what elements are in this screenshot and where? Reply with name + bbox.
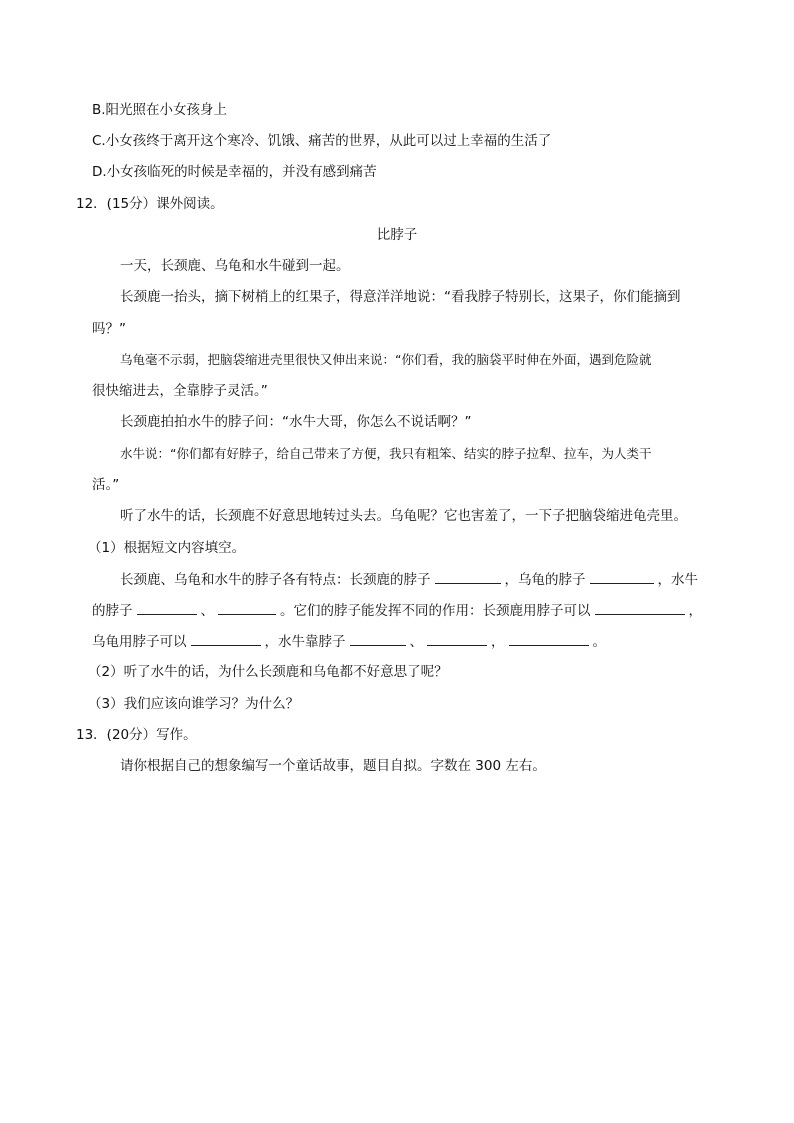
passage-paragraph-5-line-1: 水牛说：“你们都有好脖子，给自己带来了方便，我只有粗笨、结实的脖子拉犁、拉车，为人类干 [120, 446, 652, 461]
passage-title: 比脖子 [376, 227, 418, 243]
q11-option-d: D.小女孩临死的时候是幸福的，并没有感到痛苦 [92, 164, 377, 180]
fill-text: 、 [200, 603, 214, 619]
q12-header: 12．(15分）课外阅读。 [76, 196, 224, 212]
fill-text: ，水牛靠脖子 [264, 634, 346, 650]
passage-paragraph-6: 听了水牛的话，长颈鹿不好意思地转过头去。乌龟呢？它也害羞了，一下子把脑袋缩进龟壳里。 [120, 508, 687, 524]
fill-line-1 [120, 569, 698, 590]
sub-question-1-header: （1）根据短文内容填空。 [88, 540, 246, 556]
blank-buffalo-use-2[interactable] [427, 631, 487, 646]
fill-text: 。 [592, 634, 606, 650]
passage-paragraph-4: 长颈鹿拍拍水牛的脖子问：“水牛大哥，你怎么不说话啊？” [120, 414, 472, 430]
passage-paragraph-3-line-1: 乌龟毫不示弱，把脑袋缩进壳里很快又伸出来说：“你们看，我的脑袋平时伸在外面，遇到危险就 [120, 352, 652, 367]
fill-text: 、 [409, 634, 423, 650]
fill-text: ，乌龟的脖子 [504, 572, 586, 588]
q13-header: 13．(20分）写作。 [76, 727, 197, 743]
fill-text: ， [688, 603, 702, 619]
q13-prompt: 请你根据自己的想象编写一个童话故事，题目自拟。字数在 300 左右。 [120, 758, 546, 774]
passage-paragraph-5-line-2: 活。” [92, 477, 120, 493]
fill-text: 。它们的脖子能发挥不同的作用：长颈鹿用脖子可以 [280, 603, 591, 619]
fill-text: 的脖子 [92, 603, 133, 619]
blank-buffalo-neck-2[interactable] [218, 600, 276, 615]
fill-line-3 [92, 631, 606, 652]
sub-question-2: （2）听了水牛的话，为什么长颈鹿和乌龟都不好意思了呢？ [88, 664, 448, 680]
fill-text: ，水牛 [657, 572, 698, 588]
blank-turtle-use[interactable] [191, 631, 261, 646]
passage-paragraph-2-line-2: 吗？” [92, 321, 126, 337]
q11-option-c: C.小女孩终于离开这个寒冷、饥饿、痛苦的世界，从此可以过上幸福的生活了 [92, 133, 552, 149]
blank-giraffe-use[interactable] [595, 600, 685, 615]
fill-line-2 [92, 600, 702, 621]
sub-question-3: （3）我们应该向谁学习？为什么？ [88, 696, 300, 712]
passage-paragraph-3-line-2: 很快缩进去，全靠脖子灵活。” [92, 383, 268, 399]
blank-buffalo-use-3[interactable] [509, 631, 589, 646]
fill-text: ， [491, 634, 505, 650]
passage-paragraph-2-line-1: 长颈鹿一抬头，摘下树梢上的红果子，得意洋洋地说：“看我脖子特别长，这果子，你们能摘到 [120, 289, 681, 305]
passage-paragraph-1: 一天，长颈鹿、乌龟和水牛碰到一起。 [120, 258, 350, 274]
blank-turtle-neck[interactable] [590, 569, 654, 584]
blank-buffalo-use-1[interactable] [350, 631, 406, 646]
blank-giraffe-neck[interactable] [435, 569, 501, 584]
fill-text: 长颈鹿、乌龟和水牛的脖子各有特点：长颈鹿的脖子 [120, 572, 431, 588]
fill-text: 乌龟用脖子可以 [92, 634, 187, 650]
blank-buffalo-neck-1[interactable] [137, 600, 197, 615]
q11-option-b: B.阳光照在小女孩身上 [92, 102, 228, 118]
